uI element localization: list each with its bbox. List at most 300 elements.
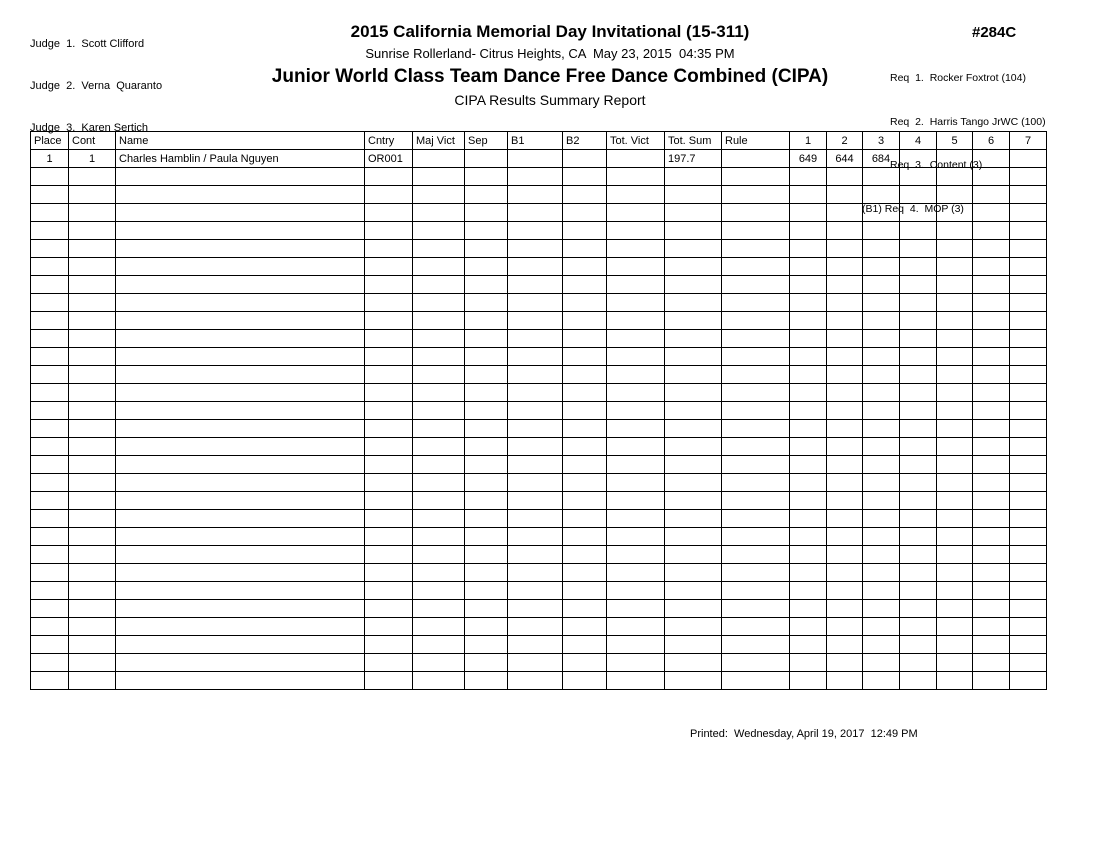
- table-cell: [31, 528, 69, 546]
- table-cell: [116, 258, 365, 276]
- table-cell: [1010, 546, 1047, 564]
- table-cell: [563, 240, 607, 258]
- table-cell: [116, 600, 365, 618]
- competition-title: 2015 California Memorial Day Invitational (15-311): [350, 22, 750, 41]
- table-cell: [827, 294, 863, 312]
- table-cell: [900, 204, 937, 222]
- table-cell: [973, 492, 1010, 510]
- table-cell: [790, 546, 827, 564]
- table-cell: [863, 204, 900, 222]
- table-cell: [665, 546, 722, 564]
- table-cell: [827, 258, 863, 276]
- table-cell: [973, 546, 1010, 564]
- table-cell: [508, 168, 563, 186]
- table-cell: [937, 402, 973, 420]
- judge-line: Judge 3. Karen Sertich: [30, 122, 149, 134]
- table-cell: [607, 492, 665, 510]
- table-cell: [863, 438, 900, 456]
- table-cell: [116, 402, 365, 420]
- table-cell: [69, 276, 116, 294]
- table-cell: [1010, 222, 1047, 240]
- table-cell: [508, 600, 563, 618]
- table-cell: [116, 636, 365, 654]
- table-cell: [827, 564, 863, 582]
- table-cell: [413, 366, 465, 384]
- table-cell: [790, 564, 827, 582]
- empty-table-row: [31, 204, 1047, 222]
- table-cell: [508, 150, 563, 168]
- table-cell: [665, 618, 722, 636]
- table-cell: [465, 294, 508, 312]
- table-cell: [665, 654, 722, 672]
- table-cell: [365, 168, 413, 186]
- table-cell: [900, 564, 937, 582]
- table-cell: [790, 438, 827, 456]
- table-cell: [31, 474, 69, 492]
- empty-table-row: [31, 456, 1047, 474]
- table-cell: [413, 438, 465, 456]
- table-cell: [863, 510, 900, 528]
- table-cell: [465, 330, 508, 348]
- table-cell: [116, 672, 365, 690]
- event-title: Junior World Class Team Dance Free Dance Combined (CIPA): [271, 66, 829, 87]
- table-cell: [31, 456, 69, 474]
- table-cell: [607, 150, 665, 168]
- table-cell: [465, 438, 508, 456]
- table-cell: [665, 438, 722, 456]
- table-cell: [790, 618, 827, 636]
- table-cell: [790, 474, 827, 492]
- table-cell: [365, 222, 413, 240]
- table-cell: [790, 600, 827, 618]
- table-cell: [863, 294, 900, 312]
- printed-timestamp: Printed: Wednesday, April 19, 2017 12:49 PM: [690, 728, 918, 740]
- table-cell: [413, 456, 465, 474]
- empty-table-row: [31, 330, 1047, 348]
- table-cell: [790, 672, 827, 690]
- table-cell: [508, 348, 563, 366]
- table-cell: [1010, 276, 1047, 294]
- table-cell: [69, 438, 116, 456]
- column-header: Name: [116, 132, 365, 150]
- empty-table-row: [31, 366, 1047, 384]
- table-cell: [116, 348, 365, 366]
- table-cell: [973, 150, 1010, 168]
- table-cell: [563, 348, 607, 366]
- table-cell: [827, 600, 863, 618]
- table-cell: [790, 222, 827, 240]
- table-cell: [465, 168, 508, 186]
- table-cell: [365, 420, 413, 438]
- table-cell: [31, 672, 69, 690]
- table-cell: [607, 258, 665, 276]
- table-cell: [116, 240, 365, 258]
- empty-table-row: [31, 528, 1047, 546]
- table-cell: [722, 330, 790, 348]
- table-cell: [365, 510, 413, 528]
- table-cell: [563, 546, 607, 564]
- table-cell: [827, 312, 863, 330]
- empty-table-row: [31, 510, 1047, 528]
- table-cell: [413, 348, 465, 366]
- table-cell: [365, 402, 413, 420]
- table-cell: [1010, 510, 1047, 528]
- table-cell: [900, 474, 937, 492]
- table-cell: [790, 402, 827, 420]
- empty-table-row: [31, 636, 1047, 654]
- table-cell: [665, 582, 722, 600]
- table-cell: [722, 636, 790, 654]
- table-cell: [413, 186, 465, 204]
- table-cell: [413, 420, 465, 438]
- table-cell: [790, 366, 827, 384]
- table-cell: [1010, 348, 1047, 366]
- table-cell: [563, 186, 607, 204]
- table-cell: [413, 294, 465, 312]
- table-cell: [365, 672, 413, 690]
- table-cell: [69, 582, 116, 600]
- table-cell: [1010, 528, 1047, 546]
- table-cell: [863, 654, 900, 672]
- table-cell: [973, 672, 1010, 690]
- requirement-line: (B1) Req 4. MOP (3): [862, 202, 964, 215]
- table-cell: [973, 276, 1010, 294]
- table-cell: [508, 456, 563, 474]
- table-cell: [116, 204, 365, 222]
- table-cell: [607, 582, 665, 600]
- table-cell: [563, 420, 607, 438]
- table-cell: [665, 168, 722, 186]
- table-cell: [937, 618, 973, 636]
- table-cell: [365, 582, 413, 600]
- table-cell: [863, 240, 900, 258]
- table-cell: [31, 294, 69, 312]
- table-cell: Charles Hamblin / Paula Nguyen: [116, 150, 365, 168]
- table-cell: [607, 600, 665, 618]
- table-cell: [69, 384, 116, 402]
- table-cell: [563, 474, 607, 492]
- venue-date-line: Sunrise Rollerland- Citrus Heights, CA May 23, 2015 04:35 PM: [365, 46, 735, 61]
- requirement-line: Req 2. Harris Tango JrWC (100): [890, 115, 1046, 128]
- table-cell: [722, 294, 790, 312]
- empty-table-row: [31, 618, 1047, 636]
- table-cell: [827, 366, 863, 384]
- table-cell: [973, 474, 1010, 492]
- table-cell: [607, 240, 665, 258]
- table-cell: [937, 582, 973, 600]
- table-cell: [465, 636, 508, 654]
- table-cell: [563, 510, 607, 528]
- table-cell: [937, 654, 973, 672]
- table-cell: [1010, 654, 1047, 672]
- table-cell: [508, 312, 563, 330]
- table-cell: [563, 276, 607, 294]
- table-cell: [937, 384, 973, 402]
- table-cell: [937, 492, 973, 510]
- table-cell: [465, 474, 508, 492]
- table-cell: [722, 582, 790, 600]
- empty-table-row: [31, 348, 1047, 366]
- table-cell: [116, 528, 365, 546]
- table-cell: [827, 384, 863, 402]
- table-cell: [116, 312, 365, 330]
- table-cell: [116, 456, 365, 474]
- column-header: B1: [508, 132, 563, 150]
- table-cell: [937, 672, 973, 690]
- table-cell: [31, 168, 69, 186]
- table-cell: [31, 582, 69, 600]
- table-cell: [827, 456, 863, 474]
- table-cell: [1010, 168, 1047, 186]
- table-cell: [665, 474, 722, 492]
- table-cell: [790, 168, 827, 186]
- table-cell: [116, 222, 365, 240]
- table-cell: [973, 312, 1010, 330]
- table-cell: [722, 150, 790, 168]
- table-cell: [900, 420, 937, 438]
- table-cell: [790, 186, 827, 204]
- table-cell: [508, 474, 563, 492]
- table-cell: [563, 150, 607, 168]
- table-cell: [863, 474, 900, 492]
- table-cell: [116, 366, 365, 384]
- empty-table-row: [31, 168, 1047, 186]
- table-cell: [722, 240, 790, 258]
- table-cell: [563, 438, 607, 456]
- table-cell: [900, 186, 937, 204]
- table-cell: [790, 654, 827, 672]
- table-cell: 649: [790, 150, 827, 168]
- table-cell: [607, 654, 665, 672]
- table-cell: [365, 546, 413, 564]
- table-cell: [508, 240, 563, 258]
- table-cell: [790, 240, 827, 258]
- table-cell: [973, 456, 1010, 474]
- table-cell: [1010, 312, 1047, 330]
- table-cell: [900, 366, 937, 384]
- table-cell: [365, 186, 413, 204]
- table-cell: [116, 330, 365, 348]
- table-cell: [607, 312, 665, 330]
- table-cell: [69, 492, 116, 510]
- table-cell: [563, 654, 607, 672]
- table-cell: [607, 186, 665, 204]
- table-cell: [937, 528, 973, 546]
- table-cell: [465, 222, 508, 240]
- table-cell: [665, 240, 722, 258]
- table-cell: [31, 276, 69, 294]
- empty-table-row: [31, 294, 1047, 312]
- table-cell: [465, 456, 508, 474]
- table-cell: [31, 438, 69, 456]
- table-cell: [790, 258, 827, 276]
- table-header-row: [31, 132, 1047, 150]
- table-cell: [69, 330, 116, 348]
- table-cell: [365, 384, 413, 402]
- table-cell: [31, 654, 69, 672]
- table-cell: [722, 474, 790, 492]
- table-cell: [665, 528, 722, 546]
- table-cell: [665, 600, 722, 618]
- table-cell: [900, 546, 937, 564]
- table-cell: [900, 168, 937, 186]
- table-cell: [563, 582, 607, 600]
- table-cell: [1010, 402, 1047, 420]
- table-cell: [563, 222, 607, 240]
- table-cell: [1010, 600, 1047, 618]
- table-cell: [563, 600, 607, 618]
- table-cell: [900, 240, 937, 258]
- table-cell: [665, 222, 722, 240]
- empty-table-row: [31, 402, 1047, 420]
- table-cell: [665, 348, 722, 366]
- table-row: [31, 150, 1047, 168]
- table-cell: [863, 564, 900, 582]
- table-cell: [607, 438, 665, 456]
- table-cell: [508, 672, 563, 690]
- table-cell: [863, 168, 900, 186]
- table-cell: [937, 366, 973, 384]
- table-cell: [1010, 204, 1047, 222]
- table-cell: [937, 204, 973, 222]
- table-cell: [413, 258, 465, 276]
- table-cell: [900, 258, 937, 276]
- table-cell: [973, 186, 1010, 204]
- table-cell: [1010, 258, 1047, 276]
- table-cell: [1010, 420, 1047, 438]
- table-cell: [665, 366, 722, 384]
- table-cell: [827, 654, 863, 672]
- table-cell: [900, 582, 937, 600]
- table-cell: [365, 528, 413, 546]
- table-cell: [827, 186, 863, 204]
- empty-table-row: [31, 492, 1047, 510]
- table-cell: [413, 204, 465, 222]
- table-cell: [116, 186, 365, 204]
- table-cell: [722, 384, 790, 402]
- table-cell: [508, 438, 563, 456]
- table-cell: [973, 222, 1010, 240]
- table-cell: [665, 564, 722, 582]
- table-cell: [973, 294, 1010, 312]
- table-cell: [69, 366, 116, 384]
- table-cell: [900, 330, 937, 348]
- table-cell: [31, 222, 69, 240]
- table-cell: [607, 564, 665, 582]
- table-cell: [790, 492, 827, 510]
- table-cell: [790, 276, 827, 294]
- table-cell: [937, 168, 973, 186]
- table-cell: [722, 168, 790, 186]
- table-cell: [413, 222, 465, 240]
- table-cell: [937, 222, 973, 240]
- table-cell: [69, 456, 116, 474]
- table-cell: [116, 276, 365, 294]
- table-cell: [413, 492, 465, 510]
- table-cell: [413, 582, 465, 600]
- table-cell: [413, 384, 465, 402]
- table-cell: [665, 204, 722, 222]
- table-cell: [973, 330, 1010, 348]
- table-cell: [563, 402, 607, 420]
- table-cell: [31, 186, 69, 204]
- table-cell: [973, 528, 1010, 546]
- column-header: 2: [827, 132, 863, 150]
- table-cell: [827, 204, 863, 222]
- table-cell: [508, 528, 563, 546]
- table-cell: [973, 240, 1010, 258]
- table-cell: 197.7: [665, 150, 722, 168]
- table-cell: [665, 492, 722, 510]
- table-cell: [563, 672, 607, 690]
- table-cell: [563, 528, 607, 546]
- table-cell: [413, 618, 465, 636]
- table-cell: [116, 564, 365, 582]
- table-cell: [413, 240, 465, 258]
- table-cell: [69, 222, 116, 240]
- report-title: CIPA Results Summary Report: [454, 92, 646, 108]
- empty-table-row: [31, 312, 1047, 330]
- table-cell: [69, 636, 116, 654]
- table-cell: [1010, 240, 1047, 258]
- table-cell: [365, 294, 413, 312]
- table-cell: [607, 420, 665, 438]
- table-cell: [790, 510, 827, 528]
- table-cell: [722, 510, 790, 528]
- table-cell: [365, 438, 413, 456]
- table-cell: [508, 294, 563, 312]
- table-cell: [508, 618, 563, 636]
- table-cell: [900, 618, 937, 636]
- table-cell: [665, 276, 722, 294]
- table-cell: [863, 222, 900, 240]
- table-cell: [863, 672, 900, 690]
- table-cell: [827, 672, 863, 690]
- table-cell: [1010, 564, 1047, 582]
- table-cell: [69, 510, 116, 528]
- table-cell: [900, 438, 937, 456]
- table-cell: [1010, 636, 1047, 654]
- table-cell: [973, 384, 1010, 402]
- table-cell: [973, 348, 1010, 366]
- table-cell: [465, 258, 508, 276]
- table-cell: [465, 510, 508, 528]
- table-cell: [116, 420, 365, 438]
- table-cell: [900, 312, 937, 330]
- table-cell: [508, 654, 563, 672]
- table-cell: [900, 150, 937, 168]
- table-cell: [116, 546, 365, 564]
- table-cell: [900, 510, 937, 528]
- table-cell: [900, 636, 937, 654]
- table-cell: [465, 384, 508, 402]
- results-table: [30, 131, 1047, 690]
- table-cell: [465, 186, 508, 204]
- empty-table-row: [31, 420, 1047, 438]
- table-cell: [863, 618, 900, 636]
- table-cell: [937, 636, 973, 654]
- empty-table-row: [31, 582, 1047, 600]
- table-cell: [116, 438, 365, 456]
- table-cell: [937, 348, 973, 366]
- table-cell: [465, 528, 508, 546]
- table-cell: [973, 636, 1010, 654]
- column-header: 7: [1010, 132, 1047, 150]
- table-cell: [665, 456, 722, 474]
- table-cell: [607, 474, 665, 492]
- column-header: Rule: [722, 132, 790, 150]
- table-cell: [900, 384, 937, 402]
